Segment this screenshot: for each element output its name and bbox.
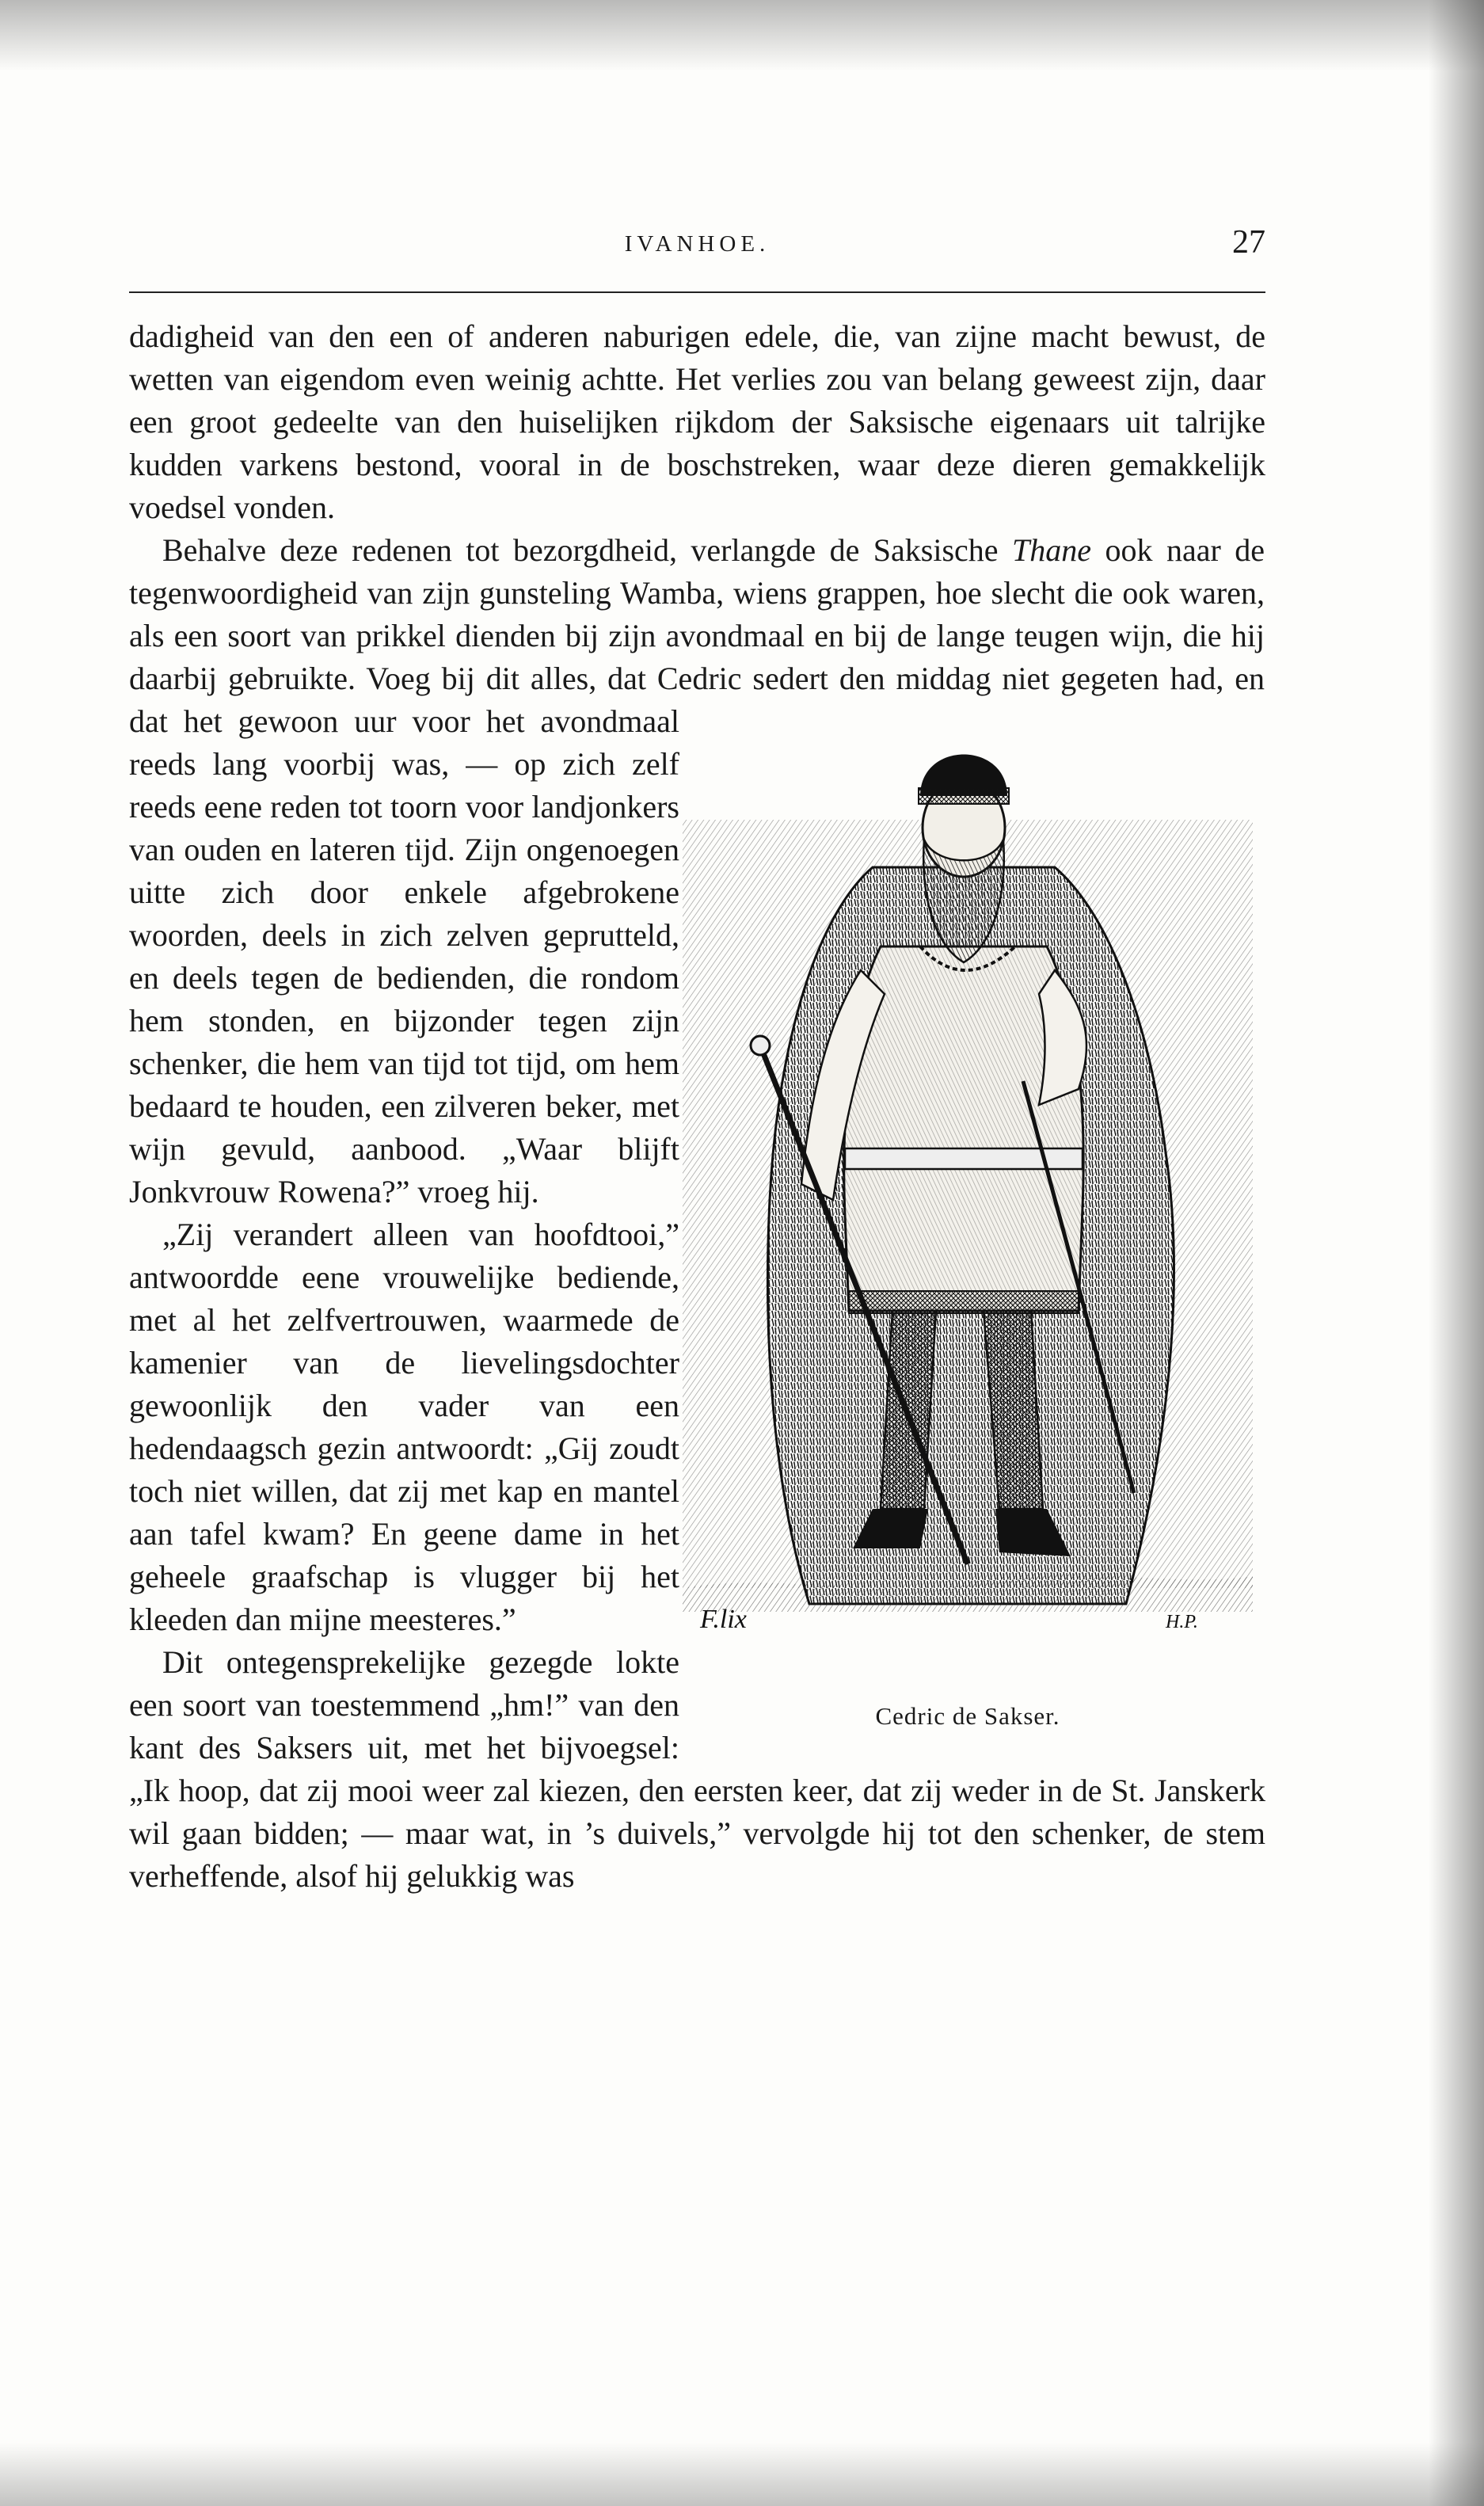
engraver-mark: H.P. — [1166, 1612, 1198, 1632]
paragraph-3: „Zij verandert alleen van hoofdtooi,” antwoordde eene vrouwelijke bediende, met al het zelfvertrouwen, waarmede de kamenier van de lievelingsdochter gewoonlijk den vader van een hedendaagsch gezin antwoordt: „Gij zoudt toch niet willen, dat zij met kap en mantel aan tafel kwam? En geene dame in het geheele graafschap is vlugger bij het kleeden dan mijne meesteres.” — [129, 1217, 679, 1637]
cap-band — [919, 788, 1009, 804]
tunic-border — [849, 1291, 1079, 1313]
header-rule — [129, 291, 1265, 293]
paragraph-1: dadigheid van den een of anderen naburigen edele, die, van zijne macht bewust, de wetten van eigendom even weinig achtte. Het verlies zou van belang geweest zijn, daar een groot gedeelte van den huiselijken rijkdom der Saksische eigenaars uit talrijke kudden varkens bestond, vooral in de boschstreken, waar deze dieren gemakkelijk voedsel vonden. — [129, 318, 1265, 525]
illustration-block — [683, 709, 1253, 1731]
figure-caption: Cedric de Sakser. — [875, 1702, 1060, 1730]
artist-signature: F.lix — [700, 1605, 747, 1634]
cedric-engraving — [683, 709, 1253, 1691]
paragraph-2-rest: ook naar de tegenwoordigheid van zijn gunsteling Wamba, wiens grappen, hoe slecht die ook waren, als een soort van prikkel dienden bij zijn avondmaal en bij de lange teugen wijn, die hij daarbij gebruikte. Voeg bij dit alles, dat Cedric sedert den middag niet gegeten had, en dat het gewoon uur voor het avondmaal reeds lang voorbij was, — op zich zelf reeds eene reden tot toorn voor landjonkers van ouden en lateren tijd. Zijn ongenoegen uitte zich door enkele afgebrokene woorden, deels in zich zelven geprutteld, en deels tegen de bedienden, die rondom hem stonden, en bijzonder tegen zijn schenker, die hem van tijd tot tijd, om hem bedaard te houden, een zilveren beker, met wijn gevuld, aanbood. „Waar blijft Jonkvrouw Rowena?” vroeg hij. — [129, 532, 1265, 1209]
running-title: IVANHOE. — [624, 231, 771, 257]
scan-edge-bottom — [0, 2443, 1484, 2506]
paragraph-4: Dit ontegensprekelijke gezegde lokte een soort van toestemmend „hm!” van den kant des Saksers uit, met het bijvoegsel: „Ik hoop, dat zij mooi weer zal kiezen, den eersten keer, dat zij weder in de St. Janskerk wil gaan bidden; — maar wat, in ’s duivels,” vervolgde hij tot den schenker, de stem verheffende, alsof hij gelukkig was — [129, 1644, 1265, 1894]
paragraph-2-start: Behalve deze redenen tot bezorgdheid, verlangde de Saksische — [162, 532, 1013, 568]
scan-edge-top — [0, 0, 1484, 71]
scan-edge-right — [1429, 0, 1484, 2506]
running-head — [129, 222, 1265, 269]
page-number: 27 — [1232, 224, 1265, 261]
thane-italic: Thane — [1012, 532, 1092, 568]
